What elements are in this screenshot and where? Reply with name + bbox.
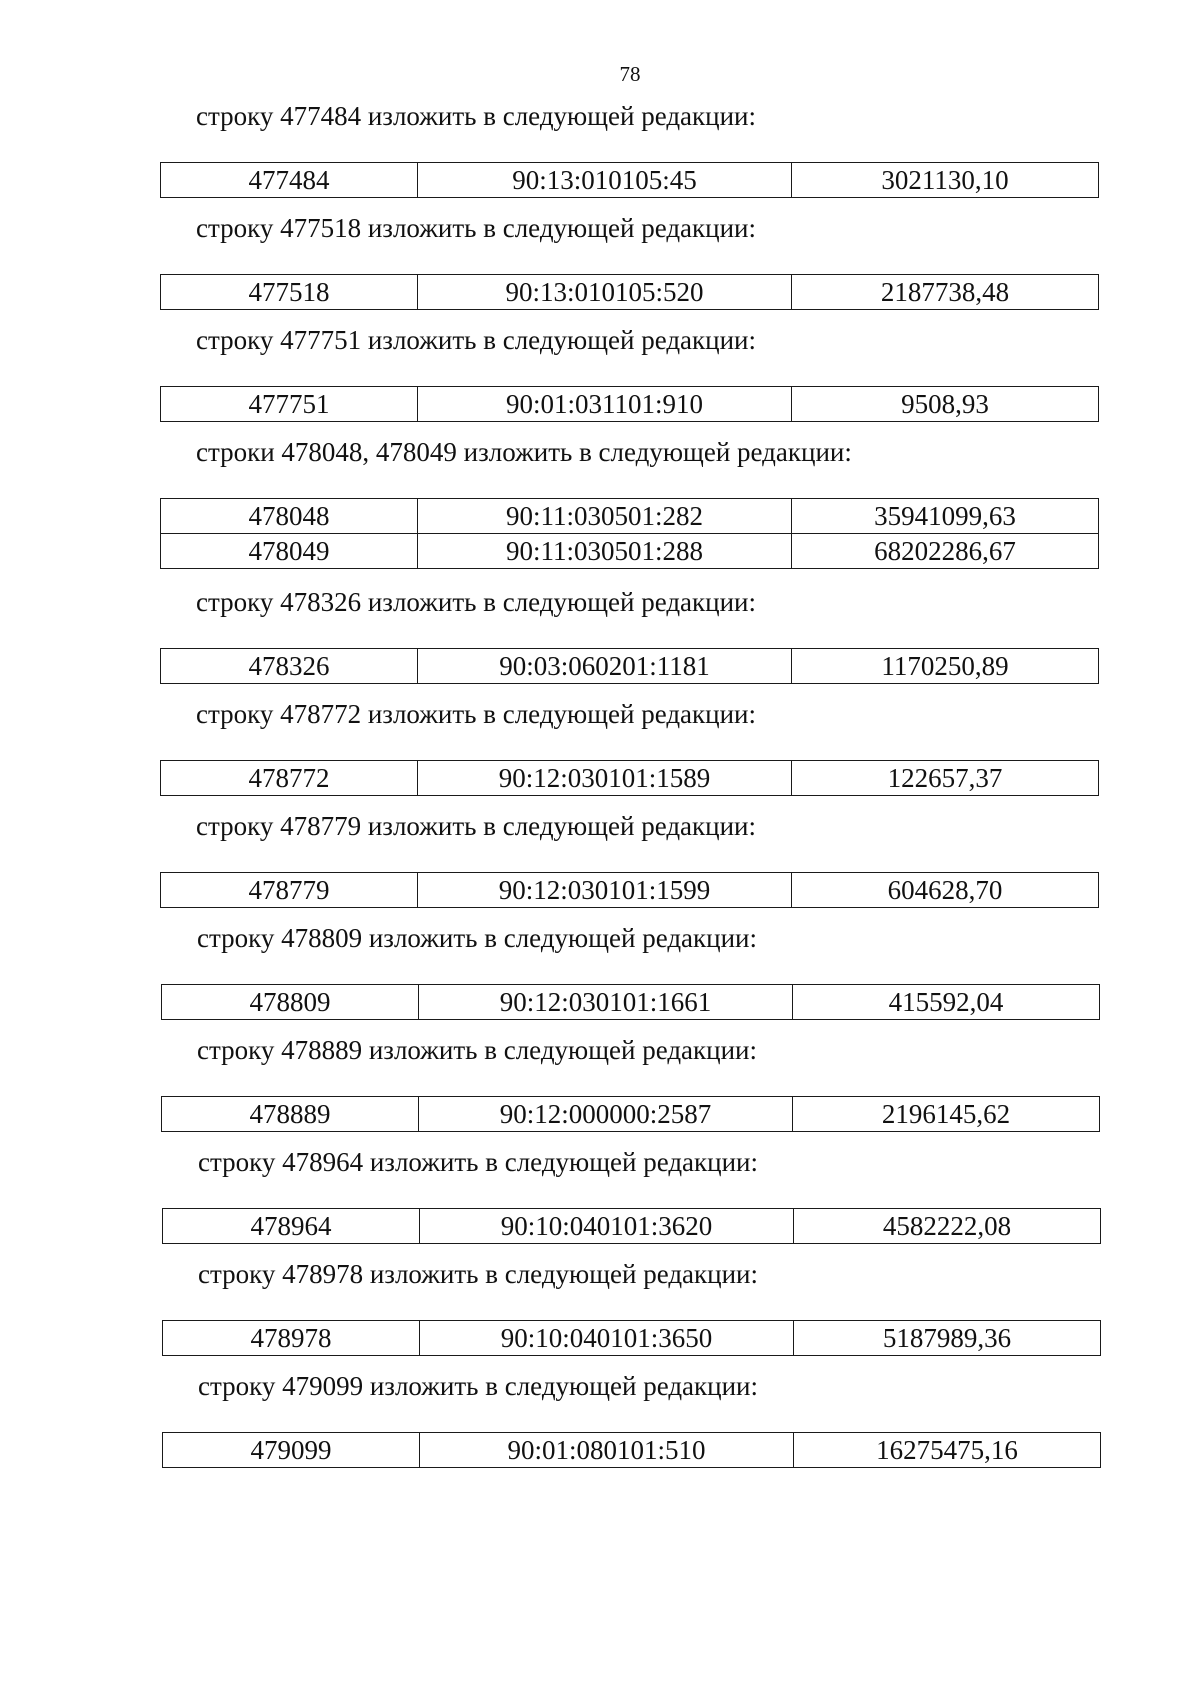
amendment-instruction: строку 477518 изложить в следующей редакции: — [196, 213, 757, 243]
amendment-instruction: строку 479099 изложить в следующей редакции: — [198, 1371, 759, 1401]
amendment-instruction: строку 478889 изложить в следующей редакции: — [197, 1035, 758, 1065]
table-row — [161, 534, 1099, 569]
amendment-table — [160, 274, 1099, 310]
cadastral-number-cell: 90:13:010105:520 — [418, 275, 792, 310]
value-cell: 9508,93 — [792, 387, 1099, 422]
value-cell: 604628,70 — [792, 873, 1099, 908]
value-cell: 5187989,36 — [794, 1321, 1101, 1356]
table-row — [161, 163, 1099, 198]
table-row — [162, 985, 1100, 1020]
cadastral-number-cell: 90:10:040101:3650 — [420, 1321, 794, 1356]
amendment-table — [160, 648, 1099, 684]
table-row — [163, 1433, 1101, 1468]
amendment-instruction: строки 478048, 478049 изложить в следующей редакции: — [196, 437, 852, 467]
value-cell: 68202286,67 — [792, 534, 1099, 569]
cadastral-number-cell: 90:01:080101:510 — [420, 1433, 794, 1468]
amendment-table — [162, 1208, 1101, 1244]
table-row — [163, 1321, 1101, 1356]
value-cell: 415592,04 — [793, 985, 1100, 1020]
amendment-instruction: строку 478978 изложить в следующей редакции: — [198, 1259, 759, 1289]
value-cell: 4582222,08 — [794, 1209, 1101, 1244]
cadastral-number-cell: 90:01:031101:910 — [418, 387, 792, 422]
amendment-instruction: строку 478326 изложить в следующей редакции: — [196, 587, 757, 617]
table-row — [161, 275, 1099, 310]
amendment-table — [160, 386, 1099, 422]
table-row — [161, 387, 1099, 422]
cadastral-number-cell: 90:12:030101:1661 — [419, 985, 793, 1020]
page-number: 78 — [619, 62, 641, 86]
row-number-cell: 478889 — [162, 1097, 419, 1132]
row-number-cell: 477751 — [161, 387, 418, 422]
row-number-cell: 478049 — [161, 534, 418, 569]
table-row — [161, 499, 1099, 534]
cadastral-number-cell: 90:13:010105:45 — [418, 163, 792, 198]
amendment-table — [161, 984, 1100, 1020]
amendment-table — [160, 498, 1099, 569]
value-cell: 2196145,62 — [793, 1097, 1100, 1132]
amendment-instruction: строку 478779 изложить в следующей редакции: — [196, 811, 757, 841]
table-row — [161, 873, 1099, 908]
cadastral-number-cell: 90:12:000000:2587 — [419, 1097, 793, 1132]
amendment-table — [160, 872, 1099, 908]
value-cell: 122657,37 — [792, 761, 1099, 796]
amendment-table — [162, 1432, 1101, 1468]
row-number-cell: 477484 — [161, 163, 418, 198]
table-row — [161, 761, 1099, 796]
table-row — [163, 1209, 1101, 1244]
value-cell: 3021130,10 — [792, 163, 1099, 198]
row-number-cell: 479099 — [163, 1433, 420, 1468]
amendment-table — [162, 1320, 1101, 1356]
table-row — [161, 649, 1099, 684]
value-cell: 16275475,16 — [794, 1433, 1101, 1468]
cadastral-number-cell: 90:11:030501:288 — [418, 534, 792, 569]
row-number-cell: 478048 — [161, 499, 418, 534]
cadastral-number-cell: 90:11:030501:282 — [418, 499, 792, 534]
cadastral-number-cell: 90:12:030101:1589 — [418, 761, 792, 796]
cadastral-number-cell: 90:10:040101:3620 — [420, 1209, 794, 1244]
row-number-cell: 478964 — [163, 1209, 420, 1244]
amendment-instruction: строку 477751 изложить в следующей редакции: — [196, 325, 757, 355]
amendment-instruction: строку 478809 изложить в следующей редакции: — [197, 923, 758, 953]
row-number-cell: 478779 — [161, 873, 418, 908]
value-cell: 1170250,89 — [792, 649, 1099, 684]
amendment-instruction: строку 478772 изложить в следующей редакции: — [196, 699, 757, 729]
cadastral-number-cell: 90:03:060201:1181 — [418, 649, 792, 684]
row-number-cell: 478978 — [163, 1321, 420, 1356]
row-number-cell: 478809 — [162, 985, 419, 1020]
table-row — [162, 1097, 1100, 1132]
row-number-cell: 478772 — [161, 761, 418, 796]
value-cell: 35941099,63 — [792, 499, 1099, 534]
amendment-instruction: строку 478964 изложить в следующей редакции: — [198, 1147, 759, 1177]
amendment-instruction: строку 477484 изложить в следующей редакции: — [196, 101, 757, 131]
row-number-cell: 478326 — [161, 649, 418, 684]
amendment-table — [160, 162, 1099, 198]
amendment-table — [160, 760, 1099, 796]
value-cell: 2187738,48 — [792, 275, 1099, 310]
row-number-cell: 477518 — [161, 275, 418, 310]
amendment-table — [161, 1096, 1100, 1132]
cadastral-number-cell: 90:12:030101:1599 — [418, 873, 792, 908]
